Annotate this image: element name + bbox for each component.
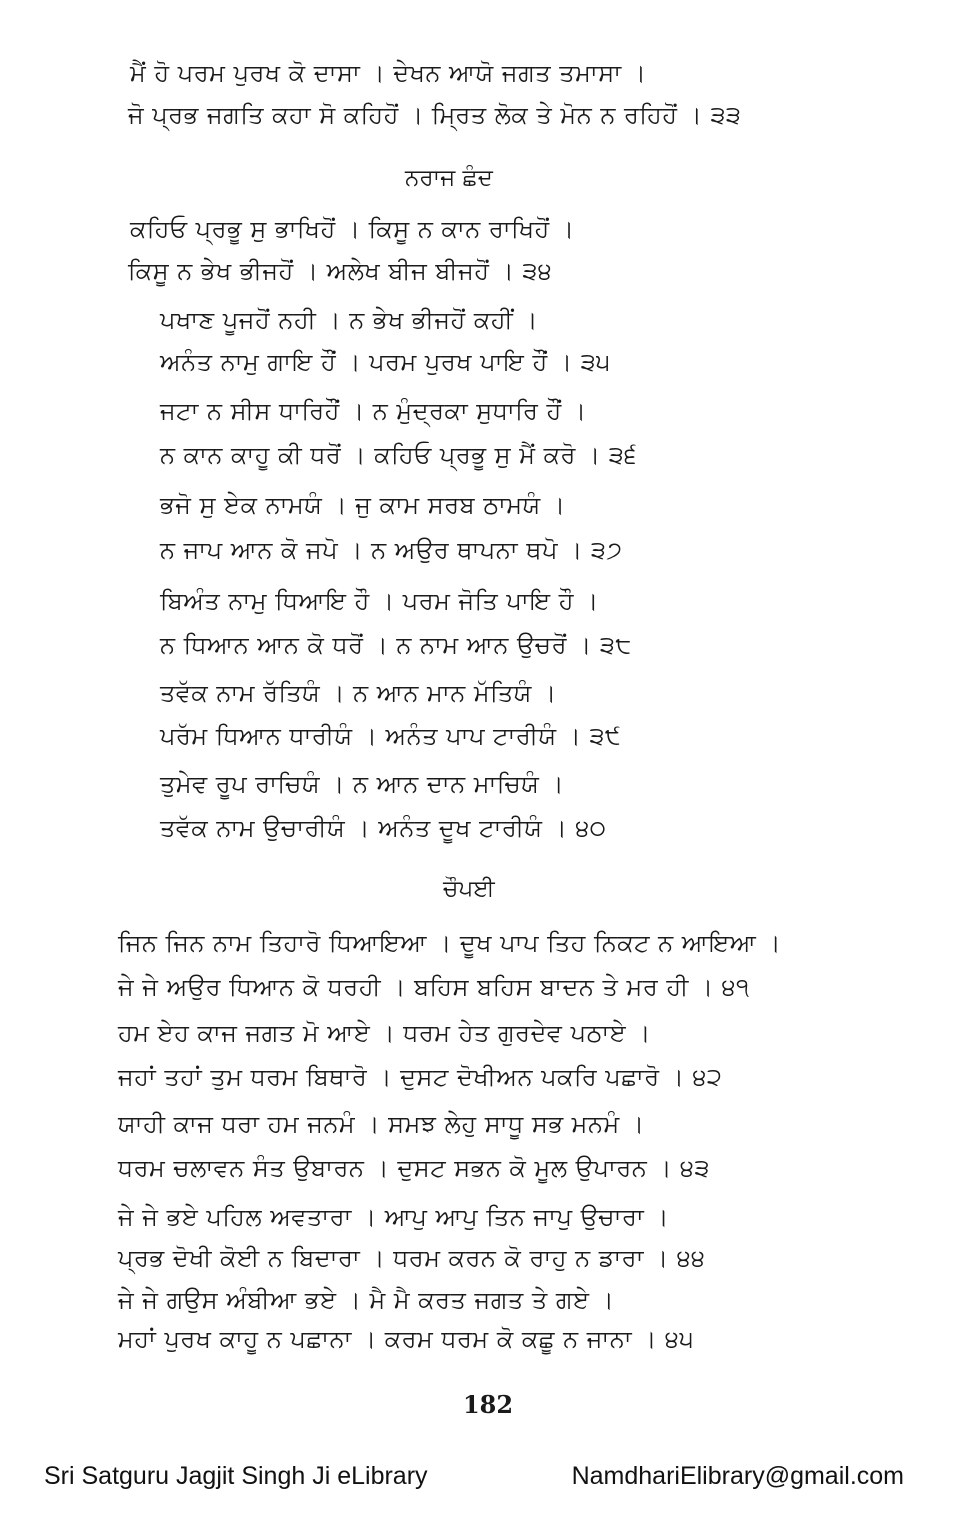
footer-library-name: Sri Satguru Jagjit Singh Ji eLibrary <box>44 1462 428 1490</box>
verse-line: ਜੇ ਜੇ ਭਏ ਪਹਿਲ ਅਵਤਾਰਾ । ਆਪੁ ਆਪੁ ਤਿਨ ਜਾਪੁ ਉਚਾਰਾ । <box>118 1203 670 1231</box>
verse-line: ਤੁਮੇਵ ਰੂਪ ਰਾਚਿਯੰ । ਨ ਆਨ ਦਾਨ ਮਾਚਿਯੰ । <box>160 770 565 798</box>
verse-line: ਪਰੱਮ ਧਿਆਨ ਧਾਰੀਯੰ । ਅਨੰਤ ਪਾਪ ਟਾਰੀਯੰ । ੩੯ <box>160 722 622 750</box>
verse-line: ਕਿਸੂ ਨ ਭੇਖ ਭੀਜਹੋਂ । ਅਲੇਖ ਬੀਜ ਬੀਜਹੋਂ । ੩੪ <box>128 257 553 285</box>
verse-line: ਪ੍ਰਭ ਦੋਖੀ ਕੋਈ ਨ ਬਿਦਾਰਾ । ਧਰਮ ਕਰਨ ਕੋ ਰਾਹੁ ਨ ਡਾਰਾ । ੪੪ <box>118 1244 706 1272</box>
verse-line: ਜਟਾ ਨ ਸੀਸ ਧਾਰਿਹੌਂ । ਨ ਮੁੰਦ੍ਰਕਾ ਸੁਧਾਰਿ ਹੌਂ । <box>160 397 587 425</box>
verse-line: ਬਿਅੰਤ ਨਾਮੁ ਧਿਆਇ ਹੌ । ਪਰਮ ਜੋਤਿ ਪਾਇ ਹੌ । <box>160 587 599 615</box>
verse-line: ਜੇ ਜੇ ਗਉਸ ਅੰਬੀਆ ਭਏ । ਮੈ ਮੈ ਕਰਤ ਜਗਤ ਤੇ ਗਏ । <box>118 1286 615 1314</box>
verse-line: ਤਵੱਕ ਨਾਮ ਉਚਾਰੀਯੰ । ਅਨੰਤ ਦੂਖ ਟਾਰੀਯੰ । ੪੦ <box>160 814 607 842</box>
verse-line: ਹਮ ਏਹ ਕਾਜ ਜਗਤ ਮੋ ਆਏ । ਧਰਮ ਹੇਤ ਗੁਰਦੇਵ ਪਠਾਏ । <box>118 1019 651 1047</box>
page-number: 182 <box>462 1390 514 1419</box>
verse-line: ਜੋ ਪ੍ਰਭ ਜਗਤਿ ਕਹਾ ਸੋ ਕਹਿਹੋਂ । ਮ੍ਰਿਤ ਲੋਕ ਤੇ ਮੋਨ ਨ ਰਹਿਹੋਂ । ੩੩ <box>128 101 742 129</box>
verse-line: ਕਹਿਓ ਪ੍ਰਭੂ ਸੁ ਭਾਖਿਹੋਂ । ਕਿਸੂ ਨ ਕਾਨ ਰਾਖਿਹੋਂ । <box>130 215 575 243</box>
verse-line: ਨ ਕਾਨ ਕਾਹੂ ਕੀ ਧਰੋਂ । ਕਹਿਓ ਪ੍ਰਭੂ ਸੁ ਮੈਂ ਕਰੋ । ੩੬ <box>160 441 637 469</box>
verse-line: ਧਰਮ ਚਲਾਵਨ ਸੰਤ ਉਬਾਰਨ । ਦੁਸਟ ਸਭਨ ਕੋ ਮੂਲ ਉਪਾਰਨ । ੪੩ <box>118 1154 710 1182</box>
verse-line: ਮਹਾਂ ਪੁਰਖ ਕਾਹੂ ਨ ਪਛਾਨਾ । ਕਰਮ ਧਰਮ ਕੋ ਕਛੂ ਨ ਜਾਨਾ । ੪੫ <box>118 1325 695 1353</box>
verse-line: ਨ ਜਾਪ ਆਨ ਕੋ ਜਪੋ । ਨ ਅਉਰ ਥਾਪਨਾ ਥਪੋ । ੩੭ <box>160 536 623 564</box>
section-heading-naraj-chhand: ਨਰਾਜ ਛੰਦ <box>405 165 493 191</box>
verse-line: ਜਹਾਂ ਤਹਾਂ ਤੁਮ ਧਰਮ ਬਿਥਾਰੋ । ਦੁਸਟ ਦੋਖੀਅਨ ਪਕਰਿ ਪਛਾਰੋ । ੪੨ <box>118 1063 723 1091</box>
verse-line: ਨ ਧਿਆਨ ਆਨ ਕੋ ਧਰੋਂ । ਨ ਨਾਮ ਆਨ ਉਚਰੋਂ । ੩੮ <box>160 631 632 659</box>
verse-line: ਭਜੋ ਸੁ ਏਕ ਨਾਮਯੰ । ਜੁ ਕਾਮ ਸਰਬ ਠਾਮਯੰ । <box>160 491 566 519</box>
verse-line: ਤਵੱਕ ਨਾਮ ਰੱਤਿਯੰ । ਨ ਆਨ ਮਾਨ ਮੱਤਿਯੰ । <box>160 679 557 707</box>
verse-line: ਜੇ ਜੇ ਅਉਰ ਧਿਆਨ ਕੋ ਧਰਹੀ । ਬਹਿਸ ਬਹਿਸ ਬਾਦਨ ਤੇ ਮਰ ਹੀ । ੪੧ <box>118 973 750 1001</box>
section-heading-chaupai: ਚੌਪਈ <box>443 876 495 902</box>
verse-line: ਜਿਨ ਜਿਨ ਨਾਮ ਤਿਹਾਰੋ ਧਿਆਇਆ । ਦੂਖ ਪਾਪ ਤਿਹ ਨਿਕਟ ਨ ਆਇਆ । <box>118 929 782 957</box>
verse-line: ਮੈਂ ਹੋ ਪਰਮ ਪੁਰਖ ਕੋ ਦਾਸਾ । ਦੇਖਨ ਆਯੋ ਜਗਤ ਤਮਾਸਾ । <box>130 59 647 87</box>
verse-line: ਪਖਾਣ ਪੂਜਹੋਂ ਨਹੀ । ਨ ਭੇਖ ਭੀਜਹੋਂ ਕਹੀਂ । <box>160 306 539 334</box>
verse-line: ਅਨੰਤ ਨਾਮੁ ਗਾਇ ਹੌਂ । ਪਰਮ ਪੁਰਖ ਪਾਇ ਹੌਂ । ੩੫ <box>160 348 611 376</box>
footer-email: NamdhariElibrary@gmail.com <box>571 1462 904 1490</box>
verse-line: ਯਾਹੀ ਕਾਜ ਧਰਾ ਹਮ ਜਨਮੰ । ਸਮਝ ਲੇਹੁ ਸਾਧੂ ਸਭ ਮਨਮੰ । <box>118 1110 645 1138</box>
